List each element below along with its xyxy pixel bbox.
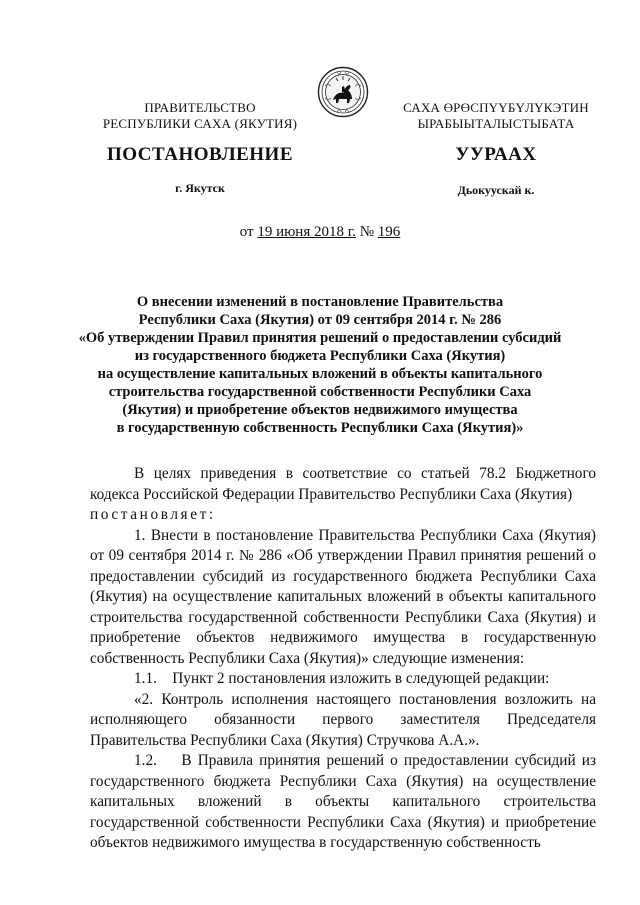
date-prefix: от <box>239 224 254 240</box>
city-sakha: Дьокуускай к. <box>457 183 535 197</box>
doc-type-ru: ПОСТАНОВЛЕНИЕ <box>106 144 294 165</box>
header-right-block <box>376 100 616 132</box>
title-line: в государственную собственность Республики Саха (Якутия)» <box>116 420 524 436</box>
body-paragraph-quote: «2. Контроль исполнения настоящего постановления возложить на исполняющего обязанности первого заместителя Председателя Правительства Республики Саха (Якутия) Стручкова А.А.». <box>90 690 596 749</box>
title-line: на осуществление капитальных вложений в объекты капитального <box>97 366 543 382</box>
title-line: «Об утверждении Правил принятия решений о предоставлении субсидий <box>78 330 562 346</box>
header-right-line2: ЫРАБЫЫТАЛЫСТЫБАТА <box>417 116 575 131</box>
body-paragraph-1-2: 1.2. В Правила принятия решений о предоставлении субсидий из государственного бюджета Республики Саха (Якутия) на осуществление капитальных вложений в объекты капитального строительства государственной собственности Республики Саха (Якутия) и приобретение объектов недвижимого имущества в государственную собственность <box>90 752 600 851</box>
title-line: из государственного бюджета Республики Саха (Якутия) <box>134 348 506 364</box>
doc-type-sakha: УУРААХ <box>455 144 537 165</box>
header-left-block <box>80 100 320 132</box>
body-paragraph-1: 1. Внести в постановление Правительства Республики Саха (Якутия) от 09 сентября 2014 г. № 286 «Об утверждении Правил принятия решений о предоставлении субсидий из государственного бюджета Республики Саха (Якутия) на осуществление капитальных вложений в объекты капитального строительства государственной собственности Республики Саха (Якутия) и приобретение объектов недвижимого имущества в государственную собственность Республики Саха (Якутия)» следующие изменения: <box>90 526 596 667</box>
document-body <box>90 464 600 854</box>
header-left-line2: РЕСПУБЛИКИ САХА (ЯКУТИЯ) <box>102 116 298 131</box>
title-line: строительства государственной собственности Республики Саха <box>108 384 532 400</box>
coat-of-arms-icon <box>317 66 369 118</box>
title-line: Республики Саха (Якутия) от 09 сентября 2014 г. № 286 <box>138 312 502 328</box>
body-paragraph-1-1: 1.1. Пункт 2 постановления изложить в следующей редакции: <box>134 670 550 687</box>
document-date: 19 июня 2018 г. <box>257 224 356 240</box>
body-resolves: постановляет: <box>90 506 216 523</box>
city-ru: г. Якутск <box>175 181 225 195</box>
header-right-line1: САХА ӨРӨСПҮҮБҮЛҮКЭТИН <box>403 100 589 115</box>
document-title <box>60 293 580 437</box>
document-number: 196 <box>377 224 401 240</box>
header-left-line1: ПРАВИТЕЛЬСТВО <box>144 100 256 115</box>
title-line: (Якутия) и приобретение объектов недвижимого имущества <box>122 402 518 418</box>
title-line: О внесении изменений в постановление Правительства <box>136 294 504 310</box>
body-paragraph-preamble: В целях приведения в соответствие со статьей 78.2 Бюджетного кодекса Российской Федерации Правительство Республики Саха (Якутия) <box>90 465 596 503</box>
number-sign: № <box>359 224 375 240</box>
date-line <box>0 224 640 241</box>
